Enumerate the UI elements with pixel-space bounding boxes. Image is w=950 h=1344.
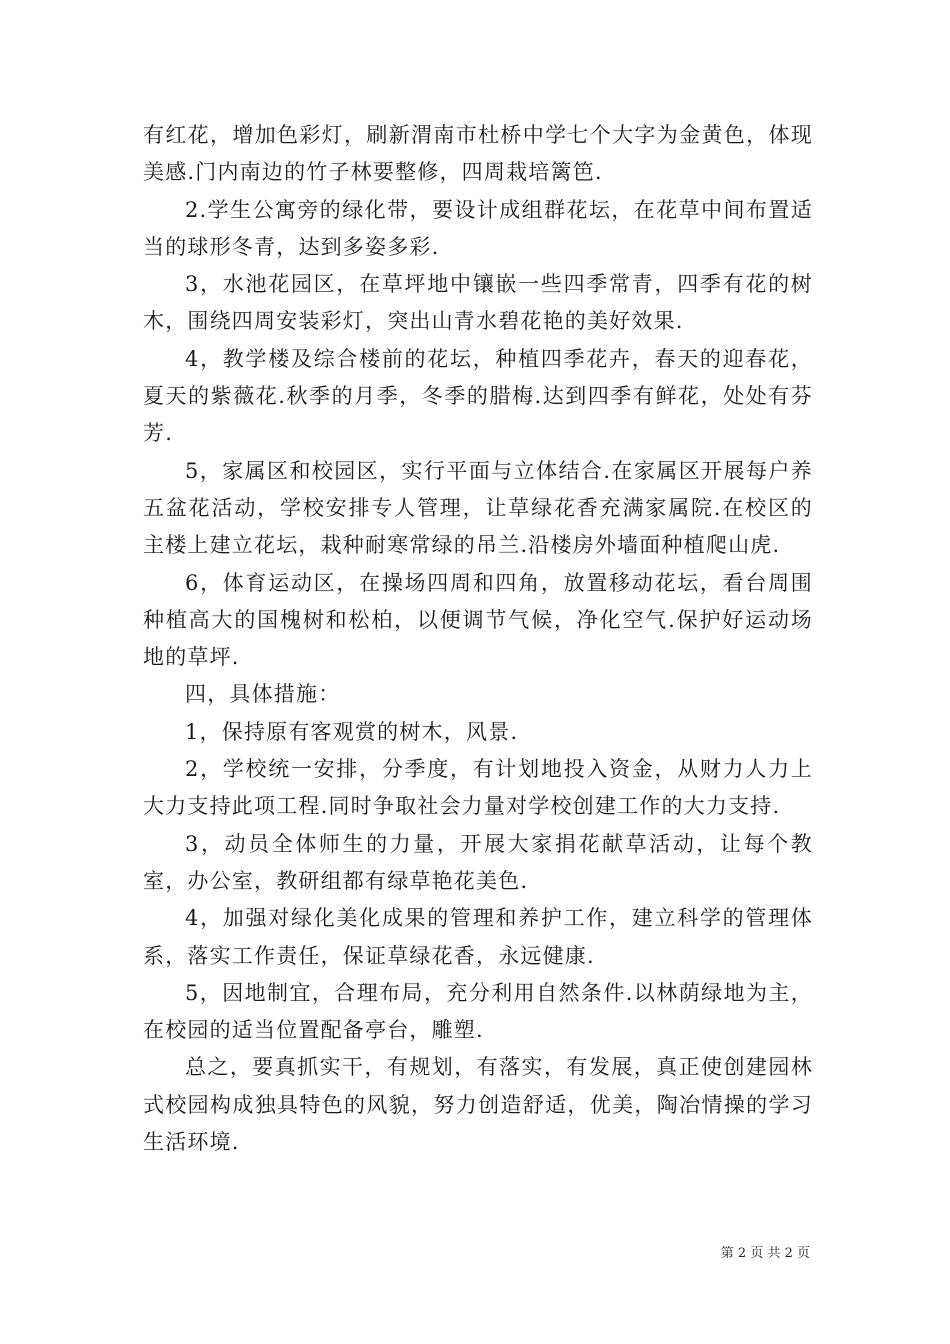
paragraph-measure-2: 2，学校统一安排，分季度，有计划地投入资金，从财力人力上大力支持此项工程.同时争取社会力量对学校创建工作的大力支持.	[143, 757, 813, 819]
paragraph-measure-3: 3，动员全体师生的力量，开展大家捐花献草活动，让每个教室，办公室，教研组都有绿草艳花美色.	[143, 831, 813, 893]
paragraph-pond-garden: 3，水池花园区，在草坪地中镶嵌一些四季常青，四季有花的树木，围绕四周安装彩灯，突出山青水碧花艳的美好效果.	[143, 272, 813, 334]
paragraph-student-dorm-greenbelt: 2.学生公寓旁的绿化带，要设计成组群花坛，在花草中间布置适当的球形冬青，达到多姿多彩.	[143, 197, 813, 259]
paragraph-continued: 有红花，增加色彩灯，刷新渭南市杜桥中学七个大字为金黄色，体现美感.门内南边的竹子林要整修，四周栽培篱笆.	[143, 123, 813, 185]
paragraph-sports-area: 6，体育运动区，在操场四周和四角，放置移动花坛，看台周围种植高大的国槐树和松柏，以便调节气候，净化空气.保护好运动场地的草坪.	[143, 570, 813, 670]
page-number-footer: 第 2 页 共 2 页	[720, 1246, 810, 1261]
paragraph-measure-4: 4，加强对绿化美化成果的管理和养护工作，建立科学的管理体系，落实工作责任，保证草绿花香，永远健康.	[143, 906, 813, 968]
document-body	[143, 117, 813, 1161]
paragraph-teaching-building: 4，教学楼及综合楼前的花坛，种植四季花卉，春天的迎春花，夏天的紫薇花.秋季的月季，冬季的腊梅.达到四季有鲜花，处处有芬芳.	[143, 346, 813, 446]
paragraph-measure-5: 5，因地制宜，合理布局，充分利用自然条件.以林荫绿地为主，在校园的适当位置配备亭台，雕塑.	[143, 980, 813, 1043]
paragraph-measure-1: 1，保持原有客观赏的树木，风景.	[185, 719, 519, 744]
paragraph-family-area: 5，家属区和校园区，实行平面与立体结合.在家属区开展每户养五盆花活动，学校安排专人管理，让草绿花香充满家属院.在校区的主楼上建立花坛，栽种耐寒常绿的吊兰.沿楼房外墙面种植爬山虎.	[143, 458, 813, 558]
section-heading-measures: 四，具体措施：	[185, 682, 341, 707]
paragraph-conclusion: 总之，要真抓实干，有规划，有落实，有发展，真正使创建园林式校园构成独具特色的风貌，努力创造舒适，优美，陶冶情操的学习生活环境.	[143, 1055, 813, 1155]
